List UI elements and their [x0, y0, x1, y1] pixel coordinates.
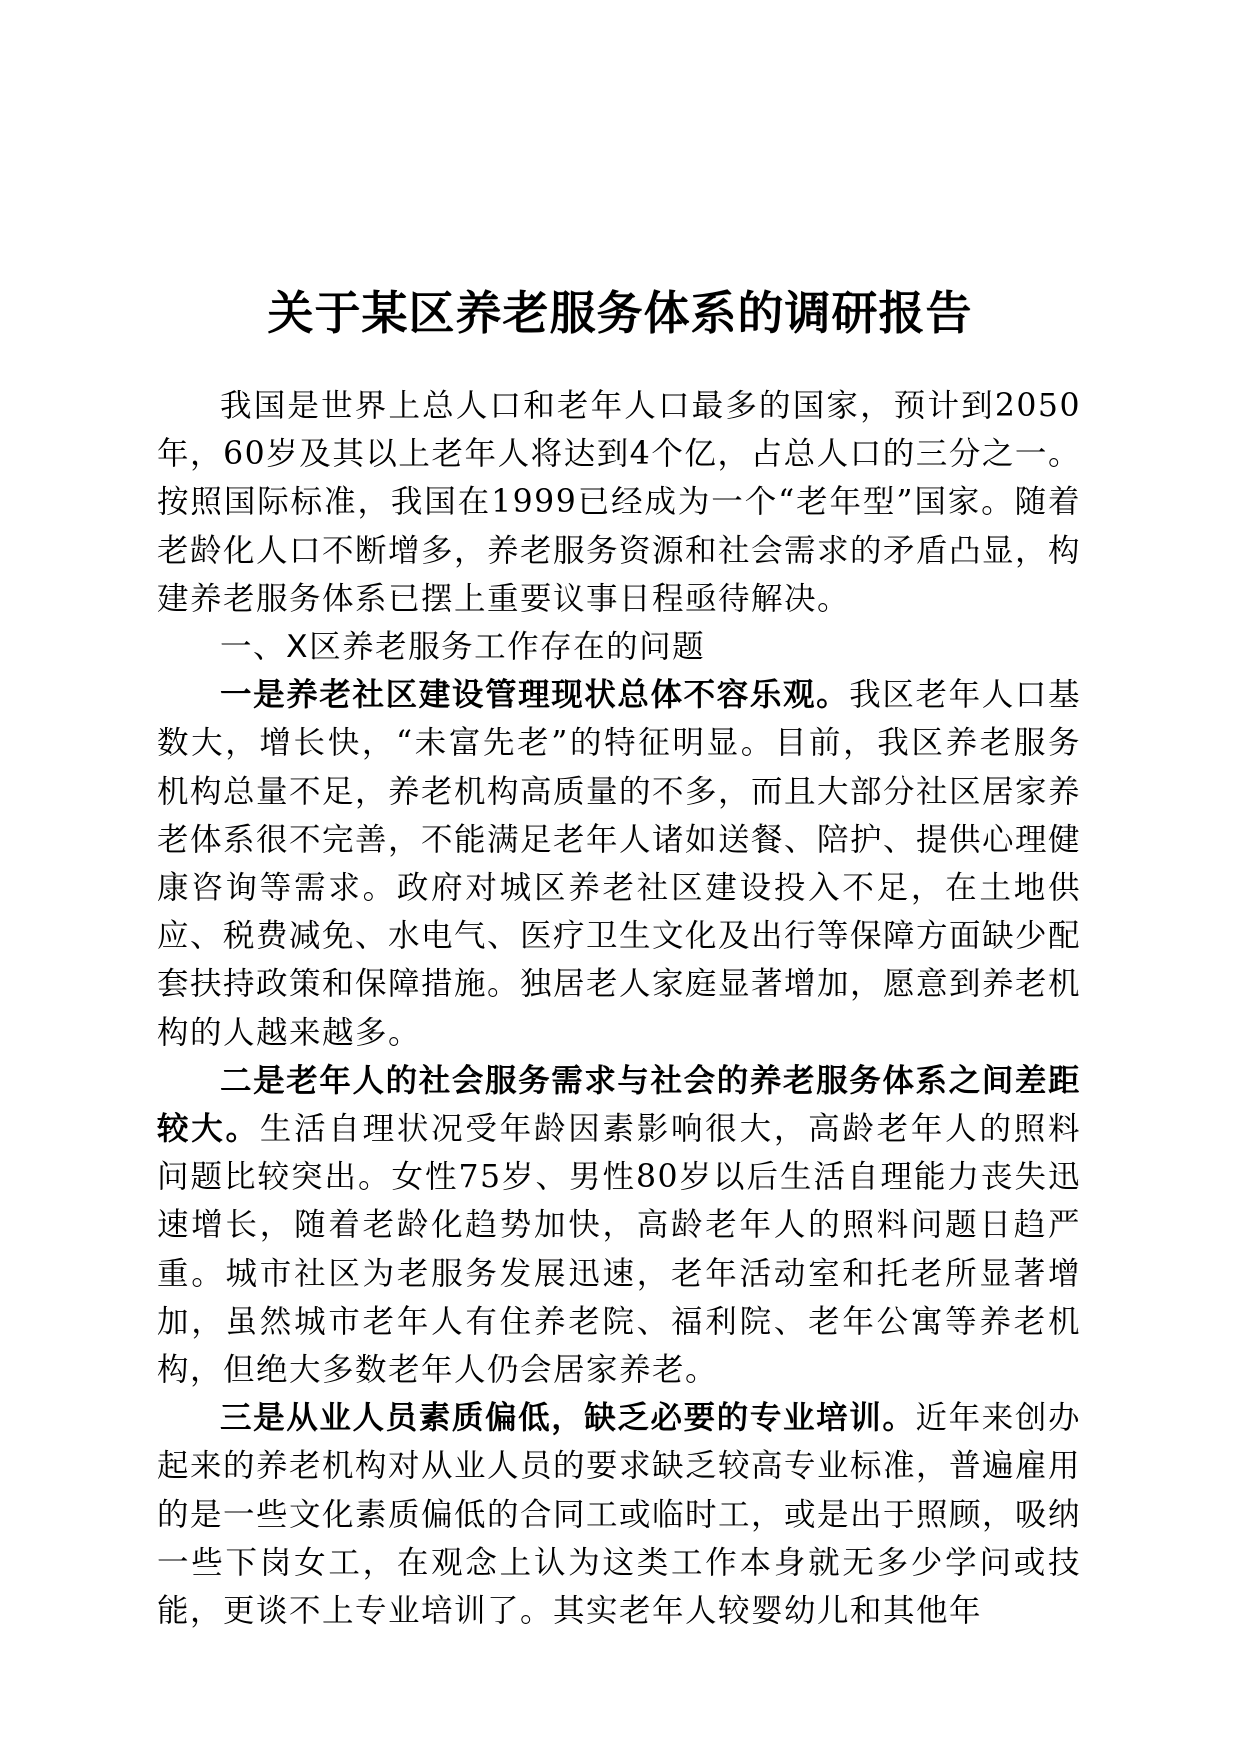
point-text-2: 生活自理状况受年龄因素影响很大，高龄老年人的照料问题比较突出。女性75岁、男性80岁以后生活自理能力丧失迅速增长，随着老龄化趋势加快，高龄老年人的照料问题日趋严重。城市社区为老服务发展迅速，老年活动室和托老所显著增加，虽然城市老年人有住养老院、福利院、老年公寓等养老机构，但绝大多数老年人仍会居家养老。	[157, 1111, 1081, 1389]
document-body	[157, 382, 1081, 1635]
section-heading: 一、X区养老服务工作存在的问题	[220, 629, 706, 666]
point-paragraph-1	[157, 671, 1081, 1057]
point-lead-3: 三是从业人员素质偏低，缺乏必要的专业培训。	[220, 1399, 916, 1437]
intro-paragraph: 我国是世界上总人口和老年人口最多的国家，预计到2050年，60岁及其以上老年人将达到4个亿，占总人口的三分之一。按照国际标准，我国在1999已经成为一个“老年型”国家。随着老龄化人口不断增多，养老服务资源和社会需求的矛盾凸显，构建养老服务体系已摆上重要议事日程亟待解决。	[157, 388, 1082, 617]
point-lead-2: 二是老年人的社会服务需求与社会的养老服务体系之间差距较大。	[157, 1061, 1081, 1148]
point-paragraph-2	[157, 1057, 1081, 1394]
point-text-1: 我区老年人口基数大，增长快，“未富先老”的特征明显。目前，我区养老服务机构总量不足，养老机构高质量的不多，而且大部分社区居家养老体系很不完善，不能满足老年人诸如送餐、陪护、提供心理健康咨询等需求。政府对城区养老社区建设投入不足，在土地供应、税费减免、水电气、医疗卫生文化及出行等保障方面缺少配套扶持政策和保障措施。独居老人家庭显著增加，愿意到养老机构的人越来越多。	[157, 677, 1082, 1051]
document-title: 关于某区养老服务体系的调研报告	[267, 285, 973, 340]
point-text-3: 近年来创办起来的养老机构对从业人员的要求缺乏较高专业标准，普遍雇用的是一些文化素质偏低的合同工或临时工，或是出于照顾，吸纳一些下岗女工，在观念上认为这类工作本身就无多少学问或技能，更谈不上专业培训了。其实老年人较婴幼儿和其他年	[157, 1400, 1082, 1630]
point-lead-1: 一是养老社区建设管理现状总体不容乐观。	[220, 676, 850, 714]
point-paragraph-3	[157, 1394, 1081, 1635]
